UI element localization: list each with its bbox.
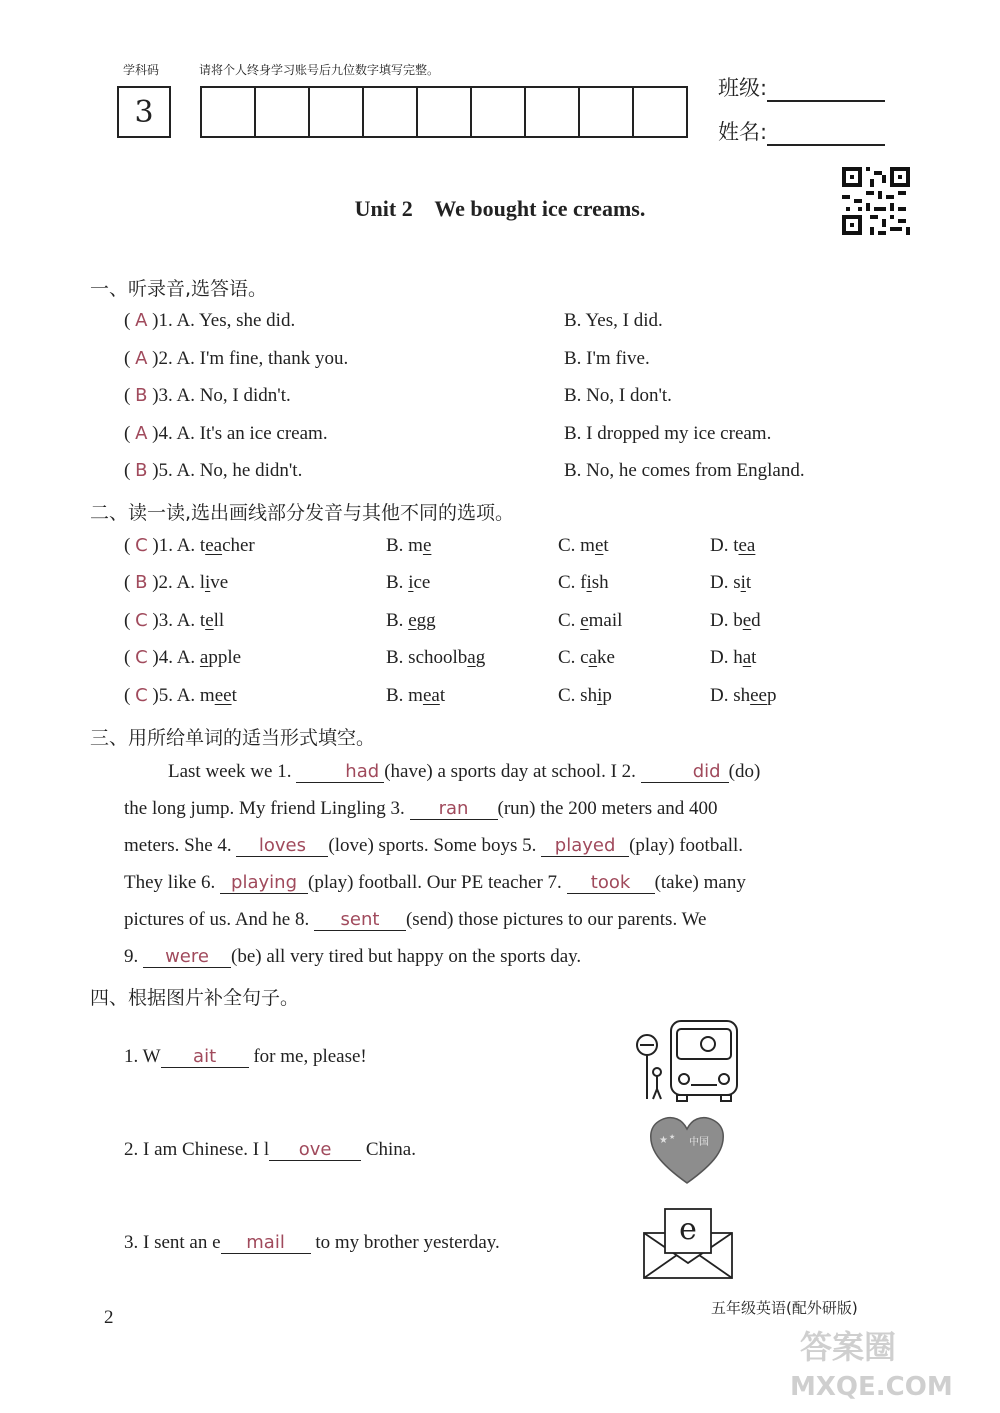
underlined-letters: a (467, 647, 476, 668)
underlined-letters: e (580, 610, 589, 631)
section-3-heading: 三、用所给单词的适当形式填空。 (90, 727, 376, 749)
class-field[interactable] (718, 72, 885, 102)
bus-stop-picture (633, 1017, 741, 1103)
option-a: A. meet (176, 685, 237, 706)
underlined-letters: ea (738, 535, 756, 556)
answer-paren[interactable]: ( B (124, 572, 148, 593)
answer-blank-2[interactable]: did (641, 762, 729, 783)
name-field[interactable] (718, 116, 885, 146)
section-4-heading: 四、根据图片补全句子。 (90, 987, 300, 1009)
option-b: B. meat (386, 685, 446, 706)
option-d: D. sheep (710, 685, 777, 706)
phonics-question-1: ( C )1. A. teacher B. me C. met D. tea (124, 535, 756, 556)
picture-answer-blank-1[interactable]: ait (161, 1047, 249, 1068)
answer-paren[interactable]: ( B (124, 385, 148, 406)
option-c: C. email (558, 610, 623, 631)
class-label: 班级: (718, 76, 768, 100)
answer-paren[interactable]: ( C (124, 610, 148, 631)
option-b: B. I dropped my ice cream. (564, 423, 772, 444)
option-b: B. ice (386, 572, 431, 593)
option-a: A. teacher (176, 535, 255, 556)
answer-blank-7[interactable]: took (567, 873, 655, 894)
option-b: B. No, he comes from England. (564, 460, 805, 481)
underlined-letters: e (594, 535, 604, 556)
option-b: B. me (386, 535, 432, 556)
answer-blank-6[interactable]: playing (220, 873, 308, 894)
answer-paren[interactable]: ( A (124, 348, 148, 369)
option-d: D. hat (710, 647, 757, 668)
underlined-letters: e (408, 610, 417, 631)
option-c: C. met (558, 535, 609, 556)
option-a: A. live (176, 572, 229, 593)
answer-paren[interactable]: ( C (124, 535, 148, 556)
underlined-letters: ee (750, 685, 767, 706)
option-c: C. ship (558, 685, 612, 706)
picture-sentence-2: 2. I am Chinese. I l ove China. (124, 1139, 416, 1160)
phonics-question-2: ( B )2. A. live B. ice C. fish D. sit (124, 572, 752, 593)
underlined-letters: i (740, 572, 746, 593)
option-b: B. I'm five. (564, 348, 650, 369)
answer-blank-8[interactable]: sent (314, 910, 406, 931)
class-input-line[interactable] (767, 76, 885, 102)
answer-blank-9[interactable]: were (143, 947, 231, 968)
account-digit-boxes[interactable] (200, 86, 688, 138)
underlined-letters: ea (422, 685, 440, 706)
option-a: A. I'm fine, thank you. (176, 348, 349, 369)
option-a: A. It's an ice cream. (176, 423, 328, 444)
answer-paren[interactable]: ( A (124, 310, 148, 331)
unit-title: Unit 2 We bought ice creams. (354, 196, 646, 221)
picture-answer-blank-3[interactable]: mail (221, 1233, 311, 1254)
option-d: D. sit (710, 572, 752, 593)
picture-answer-blank-2[interactable]: ove (269, 1140, 361, 1161)
envelope-letter: e (679, 1212, 697, 1247)
option-d: D. bed (710, 610, 761, 631)
option-a: A. apple (176, 647, 242, 668)
instruction-text: 请将个人终身学习账号后九位数字填写完整。 (199, 63, 440, 77)
phonics-question-5: ( C )5. A. meet B. meat C. ship D. sheep (124, 685, 777, 706)
option-a: A. No, I didn't. (176, 385, 291, 406)
answer-blank-4[interactable]: loves (236, 836, 328, 857)
picture-sentence-3: 3. I sent an e mail to my brother yesterday. (124, 1232, 500, 1253)
watermark-url: MXQE.COM (790, 1372, 953, 1402)
underlined-letters: e (422, 535, 432, 556)
heart-text: 中国 (689, 1137, 709, 1148)
svg-text:★: ★ (669, 1133, 676, 1141)
option-b: B. schoolbag (386, 647, 486, 668)
underlined-letters: i (204, 572, 211, 593)
answer-paren[interactable]: ( B (124, 460, 148, 481)
envelope-picture (641, 1205, 735, 1281)
subject-code-box: 3 (117, 86, 171, 138)
listening-question-5: ( B )5. A. No, he didn't. B. No, he comes from England. (124, 460, 805, 481)
underlined-letters: a (742, 647, 752, 668)
answer-blank-3[interactable]: ran (410, 799, 498, 820)
option-a: A. tell (176, 610, 225, 631)
underlined-letters: a (588, 647, 598, 668)
page-number: 2 (104, 1307, 114, 1328)
subject-code-label: 学科码 (123, 63, 160, 77)
phonics-question-3: ( C )3. A. tell B. egg C. email D. bed (124, 610, 761, 631)
option-d: D. tea (710, 535, 756, 556)
underlined-letters: e (742, 610, 752, 631)
answer-paren[interactable]: ( C (124, 647, 148, 668)
answer-paren[interactable]: ( A (124, 423, 148, 444)
underlined-letters: i (586, 572, 592, 593)
option-c: C. cake (558, 647, 615, 668)
underlined-letters: ea (205, 535, 223, 556)
heart-china-picture (649, 1115, 725, 1185)
answer-blank-1[interactable]: had (296, 762, 384, 783)
listening-question-2: ( A )2. A. I'm fine, thank you. B. I'm five. (124, 348, 650, 369)
option-b: B. egg (386, 610, 436, 631)
underlined-letters: e (205, 610, 214, 631)
option-c: C. fish (558, 572, 609, 593)
name-input-line[interactable] (767, 120, 885, 146)
listening-question-1: ( A )1. A. Yes, she did. B. Yes, I did. (124, 310, 663, 331)
section-1-heading: 一、听录音,选答语。 (90, 278, 268, 300)
fill-in-paragraph: Last week we 1. had (have) a sports day at school. I 2. did (do) the long jump. My friend Lingling 3. ran (run) the 200 meters and 400 meters. She 4. loves (love) sports. Some boys 5. played (play) football. They like 6. playing (play) football. Our PE teacher 7. took (take) many pictures of us. And he 8. sent (send) those pictures to our parents. We 9. were (be) all very tired but happy on the sports day. (124, 761, 761, 967)
option-b: B. No, I don't. (564, 385, 672, 406)
name-label: 姓名: (718, 120, 768, 144)
underlined-letters: i (597, 685, 603, 706)
book-title: 五年级英语(配外研版) (711, 1299, 858, 1317)
picture-sentence-1: 1. W ait for me, please! (124, 1046, 367, 1067)
listening-question-3: ( B )3. A. No, I didn't. B. No, I don't. (124, 385, 672, 406)
svg-text:★: ★ (659, 1135, 668, 1146)
option-a: A. No, he didn't. (176, 460, 303, 481)
underlined-letters: a (199, 647, 209, 668)
watermark-logo: 答案圈 (800, 1328, 897, 1366)
phonics-question-4: ( C )4. A. apple B. schoolbag C. cake D. hat (124, 647, 757, 668)
underlined-letters: ee (214, 685, 232, 706)
section-2-heading: 二、读一读,选出画线部分发音与其他不同的选项。 (90, 502, 515, 524)
underlined-letters: i (408, 572, 414, 593)
listening-question-4: ( A )4. A. It's an ice cream. B. I dropped my ice cream. (124, 423, 772, 444)
answer-blank-5[interactable]: played (541, 836, 629, 857)
answer-paren[interactable]: ( C (124, 685, 148, 706)
option-b: B. Yes, I did. (564, 310, 663, 331)
option-a: A. Yes, she did. (176, 310, 296, 331)
